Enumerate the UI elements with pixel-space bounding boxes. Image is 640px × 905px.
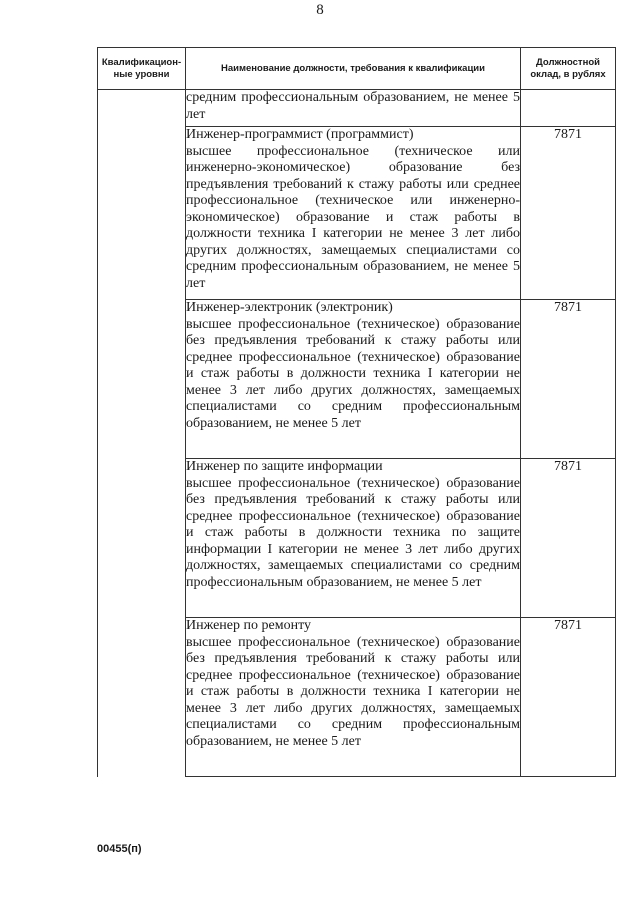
position-title: Инженер по ремонту bbox=[186, 618, 312, 633]
position-cell bbox=[186, 459, 521, 618]
document-code: 00455(п) bbox=[97, 843, 142, 855]
position-title: Инженер-электроник (электроник) bbox=[186, 300, 393, 315]
position-requirements: высшее профессиональное (техническое) образование без предъявления требований к стажу работы или среднее профессиональное (техническое) образование и стаж работы в должности техника I категории не менее 3 лет либо других должностях, замещаемых специалистами со средним профессиональным образованием, не менее 5 лет bbox=[186, 634, 520, 749]
qualification-table bbox=[97, 47, 616, 777]
continuation-text: средним профессиональным образованием, не менее 5 лет bbox=[186, 90, 520, 122]
table-header-row bbox=[98, 48, 616, 90]
position-cell bbox=[186, 300, 521, 459]
table-row bbox=[98, 90, 616, 127]
position-title: Инженер по защите информации bbox=[186, 459, 383, 474]
header-position-requirements: Наименование должности, требования к квалификации bbox=[186, 48, 521, 90]
position-title: Инженер-программист (программист) bbox=[186, 127, 414, 142]
position-cell bbox=[186, 618, 521, 777]
salary-cell: 7871 bbox=[521, 459, 616, 618]
header-salary: Должностной оклад, в рублях bbox=[521, 48, 616, 90]
salary-cell: 7871 bbox=[521, 618, 616, 777]
header-qualification-levels: Квалификацион-ные уровни bbox=[98, 48, 186, 90]
continuation-cell bbox=[186, 90, 521, 127]
salary-cell: 7871 bbox=[521, 127, 616, 300]
page-number: 8 bbox=[316, 2, 324, 18]
position-requirements: высшее профессиональное (техническое) образование без предъявления требований к стажу работы или среднее профессиональное (техническое) образование и стаж работы в должности техника по защите информации I категории не менее 3 лет либо других должностях, замещаемых специалистами со средним профессиональным образованием, не менее 5 лет bbox=[186, 475, 520, 590]
position-requirements: высшее профессиональное (техническое) образование без предъявления требований к стажу работы или среднее профессиональное (техническое) образование и стаж работы в должности техника I категории не менее 3 лет либо других должностях, замещаемых специалистами со средним профессиональным образованием, не менее 5 лет bbox=[186, 316, 520, 431]
salary-cell-empty bbox=[521, 90, 616, 127]
position-cell bbox=[186, 127, 521, 300]
position-requirements: высшее профессиональное (техническое или инженерно-экономическое) образование без предъявления требований к стажу работы или среднее профессиональное (техническое или инженерно-экономическое) образование и стаж работы в должности техника I категории не менее 3 лет либо других должностях, замещаемых специалистами со средним профессиональным образованием, не менее 5 лет bbox=[186, 143, 520, 291]
salary-cell: 7871 bbox=[521, 300, 616, 459]
qualification-level-cell bbox=[98, 90, 186, 777]
